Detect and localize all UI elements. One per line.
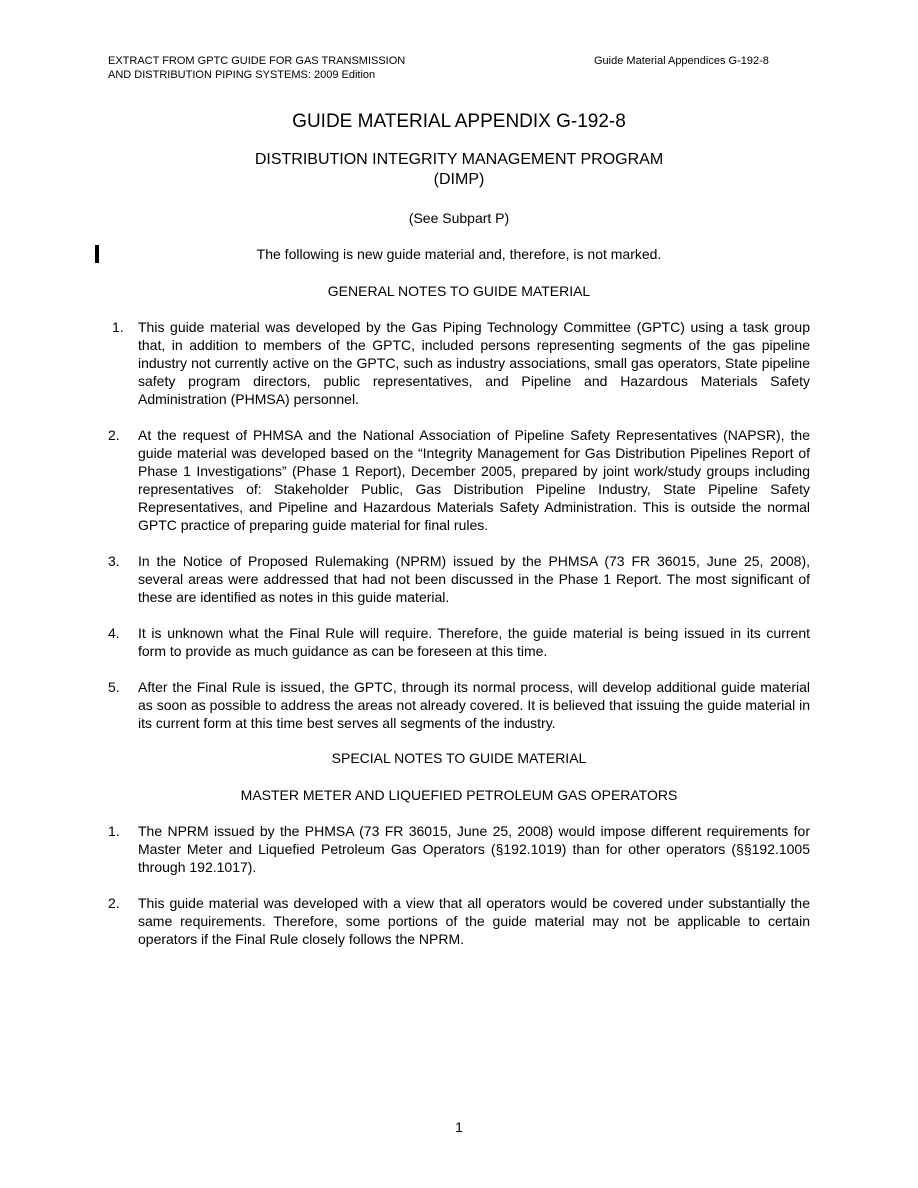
list-item [108,426,810,534]
page-number: 1 [455,1119,463,1135]
subtitle-line-2: (DIMP) [433,171,485,188]
list-item-text: After the Final Rule is issued, the GPTC, through its normal process, will develop additional guide material as soon as possible to address the areas not already covered. It is believed that issuing the guide material in its current form at this time best serves all segments of the industry. [138,679,810,731]
list-item [108,552,810,606]
general-notes-heading: GENERAL NOTES TO GUIDE MATERIAL [327,283,591,299]
list-item-text: This guide material was developed with a view that all operators would be covered under substantially the same requirements. Therefore, some portions of the guide material may not be applicable to certain operators if the Final Rule closely follows the NPRM. [138,895,810,947]
special-notes-list [108,822,810,966]
list-item-number: 3. [108,553,120,569]
list-item [108,624,810,660]
change-bar [95,245,99,263]
see-subpart-reference: (See Subpart P) [408,210,510,226]
list-item-number: 1. [108,823,120,839]
list-item [108,822,810,876]
list-item [108,894,810,948]
general-notes-list [108,318,810,750]
header-left-line-2: AND DISTRIBUTION PIPING SYSTEMS: 2009 Edition [108,69,376,81]
list-item [108,678,810,732]
list-item-text: It is unknown what the Final Rule will require. Therefore, the guide material is being issued in its current form to provide as much guidance as can be foreseen at this time. [138,625,810,659]
list-item-text: The NPRM issued by the PHMSA (73 FR 36015, June 25, 2008) would impose different requirements for Master Meter and Liquefied Petroleum Gas Operators (§192.1019) than for other operators (§§192.1005 through 192.1017). [138,823,810,875]
subtitle-line-1: DISTRIBUTION INTEGRITY MANAGEMENT PROGRAM [254,151,664,168]
list-item-number: 4. [108,625,120,641]
running-header-left [108,54,405,82]
list-item [108,318,810,408]
list-item-text: This guide material was developed by the Gas Piping Technology Committee (GPTC) using a task group that, in addition to members of the GPTC, included persons representing segments of the gas pipeline industry not currently active on the GPTC, such as industry associations, small gas operators, State pipeline safety program directors, public representatives, and Pipeline and Hazardous Materials Safety Administration (PHMSA) personnel. [138,319,810,407]
list-item-number: 2. [108,427,120,443]
list-item-number: 5. [108,679,120,695]
document-title: GUIDE MATERIAL APPENDIX G-192-8 [292,111,626,132]
list-item-text: In the Notice of Proposed Rulemaking (NPRM) issued by the PHMSA (73 FR 36015, June 25, 2008), several areas were addressed that had not been discussed in the Phase 1 Report. The most significant of these are identified as notes in this guide material. [138,553,810,605]
document-subtitle [108,150,810,190]
header-left-line-1: EXTRACT FROM GPTC GUIDE FOR GAS TRANSMISSION [108,55,406,67]
special-notes-subheading: MASTER METER AND LIQUEFIED PETROLEUM GAS OPERATORS [240,787,678,803]
running-header-right: Guide Material Appendices G-192-8 [594,55,769,67]
list-item-text: At the request of PHMSA and the National Association of Pipeline Safety Representatives (NAPSR), the guide material was developed based on the “Integrity Management for Gas Distribution Pipelines Report of Phase 1 Investigations” (Phase 1 Report), December 2005, prepared by joint work/study groups including representatives of: Stakeholder Public, Gas Distribution Pipeline Industry, State Pipeline Safety Representatives, and Pipeline and Hazardous Materials Safety Administration. This is outside the normal GPTC practice of preparing guide material for final rules. [138,427,810,533]
list-item-number: 1. [112,319,124,335]
list-item-number: 2. [108,895,120,911]
new-material-note: The following is new guide material and, therefore, is not marked. [256,246,662,262]
special-notes-heading: SPECIAL NOTES TO GUIDE MATERIAL [331,750,587,766]
